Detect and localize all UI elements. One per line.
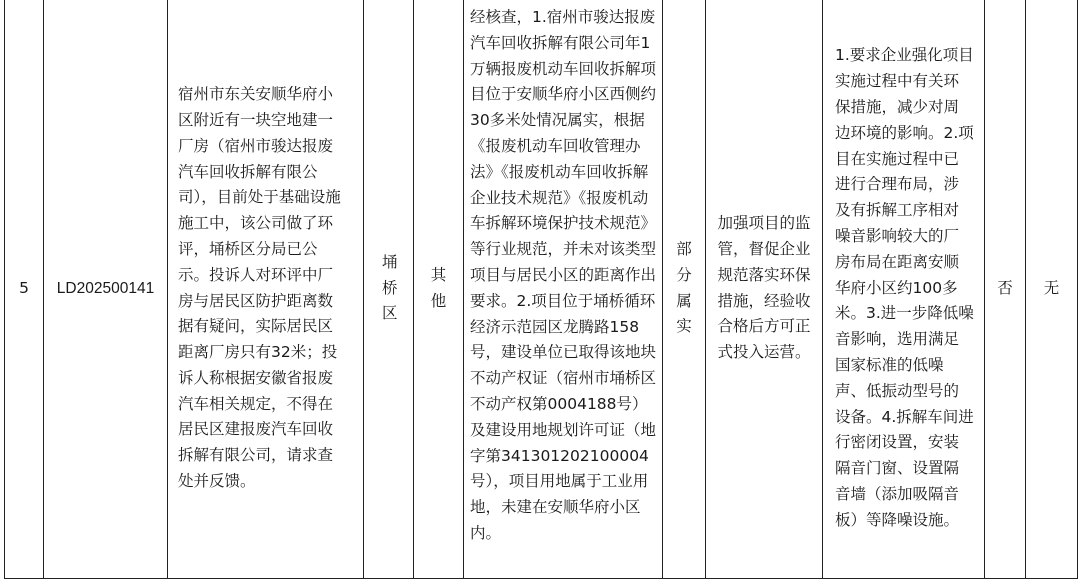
rectification-status: 1.要求企业强化项目实施过程中有关环保措施，减少对周边环境的影响。2.项目在实施过程中已进行合理布局，涉及有拆解工序相对噪音影响较大的厂房布局在距离安顺华府小区约100多米。3.进一步降低噪音影响，选用满足国家标准的低噪声、低振动型号的设备。4.拆解车间进行密闭设置，安装隔音门窗、设置隔音墙（添加吸隔音板）等降噪设施。 [835, 46, 974, 529]
investigation-cell [464, 0, 663, 579]
serial-cell [5, 0, 44, 579]
category-cell [414, 0, 464, 579]
category: 其他 [430, 265, 447, 310]
investigation-result: 经核查，1.宿州市骏达报废汽车回收拆解有限公司年1万辆报废机动车回收拆解项目位于安顺华府小区西侧约30多米处情况属实，根据《报废机动车回收管理办法》《报废机动车回收拆解企业技术规范》《报废机动车拆解环境保护技术规范》等行业规范，并未对该类型项目与居民小区的距离作出要求。2.项目位于埇桥循环经济示范园区龙腾路158号，建设单位已取得该地块不动产权证（宿州市埇桥区不动产权第0004188号）及建设用地规划许可证（地字第341301202100004号），项目用地属于工业用地，未建在安顺华府小区内。 [470, 8, 657, 542]
handling-opinion: 加强项目的监管，督促企业规范落实环保措施，经验收合格后方可正式投入运营。 [717, 214, 811, 362]
serial-number: 5 [19, 278, 29, 297]
verdict-cell [663, 0, 706, 579]
verdict: 部分属实 [676, 239, 692, 336]
complaint-content-cell [168, 0, 364, 579]
case-code-cell [44, 0, 168, 579]
table-row [5, 0, 1078, 579]
handling-cell [706, 0, 823, 579]
complaint-content: 宿州市东关安顺华府小区附近有一块空地建一厂房（宿州市骏达报废汽车回收拆解有限公司），目前处于基础设施施工中，该公司做了环评，埇桥区分局已公示。投诉人对环评中厂房与居民区防护距离数据有疑问，实际居民区距离厂房只有32米；投诉人称根据安徽省报废汽车相关规定，不得在居民区建报废汽车回收拆解有限公司，请求查处并反馈。 [178, 85, 341, 491]
district-cell [364, 0, 414, 579]
district: 埇桥区 [382, 252, 398, 323]
complaint-table [4, 0, 1078, 579]
accountability: 否 [997, 278, 1013, 297]
case-code: LD202500141 [56, 279, 155, 297]
rectification-cell [823, 0, 985, 579]
other-cell [1026, 0, 1078, 579]
accountability-cell [985, 0, 1026, 579]
other: 无 [1043, 278, 1060, 297]
